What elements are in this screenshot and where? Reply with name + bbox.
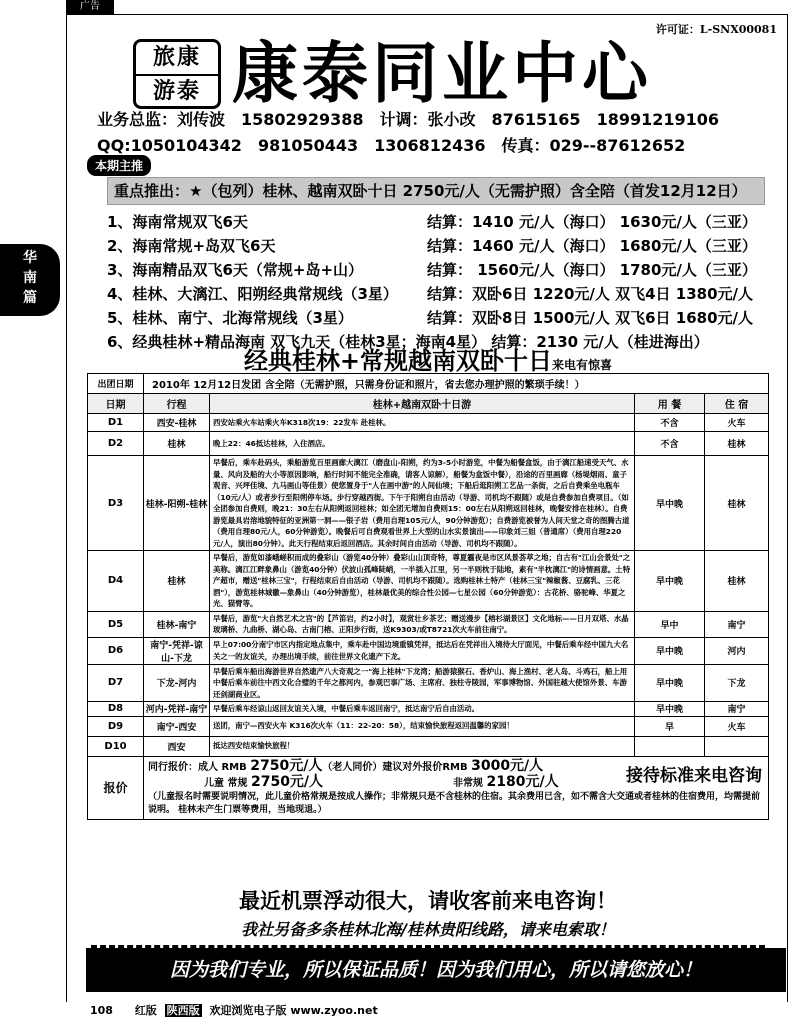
page-title: 康泰同业中心 [232, 34, 652, 112]
qq-number: QQ:1050104342 [97, 136, 242, 155]
stay-cell: 南宁 [705, 702, 769, 717]
qq-number: 981050443 [257, 136, 359, 155]
route-name: 3、海南精品双飞6天（常规+岛+山） [107, 261, 364, 279]
route-item [107, 235, 777, 259]
route-item [107, 307, 777, 331]
route-name: 5、桂林、南宁、北海常规线（3星） [107, 309, 353, 327]
route-name: 2、海南常规+岛双飞6天 [107, 237, 276, 255]
day-cell: D4 [88, 551, 144, 612]
planner: 计调：张小改 [379, 110, 476, 129]
detail-cell: 早餐后，乘车赴码头，乘船游览百里画廊大漓江（磨盘山-阳朔，约为3-5小时游览，中餐为船餐盒饭，由于漓江船速受天气、水量、风向及船的大小等原因影响，船行时间不能完全准确，请客人谅解），船餐为盒饭中餐），沿途的百里画廊（杨堤烟雨、童子观音、兴坪佳境、九马画山等佳景）使您置身于"人在画中游"的人间仙境；下船后逛阳朔工艺品一条街，之后自费乘坐电瓶车（10元/人）或者步行至阳朔停车场。步行穿越西街。下午于阳朔自由活动（导游、司机均不跟随）或是自费参加自费项目。（如全团参加自费则，晚21：30左右从阳朔返回桂林；如全团无增加自费则15：00左右从阳朔返回桂林，晚餐安排在桂林）。自费游览最具岩溶地貌特征的亚洲第一洞——银子岩（费用自理105元/人，90分钟游览）；自费游览被誉为人间天堂之奇的图腾古道（费用自理80元/人，60分钟游览）。晚餐后可自费观看世界上大型的山水实景演出——印象刘三姐（普通席）（费用自理220元/人，演出80分钟）。此天行程结束后返回酒店。其余时间自由活动（导游、司机均不跟随）。 [210, 456, 635, 551]
route-item [107, 283, 777, 307]
stay-cell: 桂林 [705, 551, 769, 612]
stay-cell: 桂林 [705, 456, 769, 551]
route-cell: 河内-凭祥-南宁 [144, 702, 210, 717]
stay-cell: 河内 [705, 637, 769, 664]
nonstd-price-label: 非常规 [453, 777, 484, 789]
fax-number: 传真：029--87612652 [501, 136, 686, 155]
stay-cell: 桂林 [705, 432, 769, 456]
route-price: 结算：1410 元/人（海口） 1630元/人（三亚） [427, 213, 757, 231]
day-cell: D8 [88, 702, 144, 717]
meal-cell: 早中晚 [635, 664, 705, 702]
route-cell: 桂林 [144, 551, 210, 612]
route-price: 结算：1460 元/人（海口） 1680元/人（三亚） [427, 237, 757, 255]
route-cell: 西安 [144, 736, 210, 756]
table-row [88, 432, 769, 456]
table-row [88, 414, 769, 432]
route-list [107, 211, 777, 355]
company-logo [133, 39, 221, 109]
price-body [144, 756, 769, 819]
contact-row [97, 107, 735, 130]
route-price: 结算：双卧8日 1500元/人 双飞6日 1680元/人 [427, 309, 753, 327]
route-name: 4、桂林、大漓江、阳朔经典常规线（3星） [107, 285, 398, 303]
stay-cell: 下龙 [705, 664, 769, 702]
ad-page [66, 14, 788, 1002]
slogan-banner: 因为我们专业，所以保证品质！因为我们用心，所以请您放心！ [86, 948, 786, 992]
stay-cell [705, 736, 769, 756]
detail-cell: 抵达西安结束愉快旅程！ [210, 736, 635, 756]
table-row [88, 702, 769, 717]
detail-cell: 早餐后，游览如漆峨嵯积而成的叠彩山（游览40分钟）叠彩山山顶奇特，尊夏霾夜是市区风景荟萃之地；自古有"江山会景处"之美称。漓江江畔象鼻山（游览40分钟）伏波山孤峰陡峭，一半插入江里，另一半则枕于陆地，素有"半枕漓江"的诗情画意。土特产超市，赠送"桂林三宝"，行程结束后自由活动（导游、司机均不跟随）。选购桂林土特产（桂林三宝"辣椒酱、豆腐乳、三花酒"），游览桂林城徽—象鼻山（40分钟游览），桂林最优美的综合性公园—七星公园（60分钟游览）：古花桥、骆驼峰、华夏之光、猫臂等。 [210, 551, 635, 612]
meal-cell: 早 [635, 716, 705, 736]
featured-promo: 重点推出：★（包列）桂林、越南双卧十日 2750元/人（无需护照）含全陪（首发12月12日） [107, 177, 765, 205]
meal-cell: 早中晚 [635, 551, 705, 612]
consult-notice: 接待标准来电咨询 [626, 765, 762, 786]
itinerary-table [87, 373, 769, 820]
stay-cell: 火车 [705, 414, 769, 432]
edition-label: 红版 [134, 1004, 157, 1017]
region-tab-char: 华 [23, 250, 37, 266]
price-row [88, 756, 769, 819]
departure-label: 出团日期 [88, 374, 144, 394]
meal-cell: 早中 [635, 611, 705, 637]
departure-row [88, 374, 769, 394]
route-price: 结算： 1560元/人（海口） 1780元/人（三亚） [427, 261, 757, 279]
day-cell: D6 [88, 637, 144, 664]
contact-row [97, 133, 701, 156]
departure-info: 2010年 12月12日发团 含全陪（无需护照，只需身份证和照片，省去您办理护照的繁琐手续！） [144, 374, 769, 394]
detail-cell: 晚上22：46抵达桂林，入住酒店。 [210, 432, 635, 456]
stay-cell: 南宁 [705, 611, 769, 637]
route-price: 结算：双卧6日 1220元/人 双飞4日 1380元/人 [427, 285, 753, 303]
detail-cell: 早上07:00分南宁市区内指定地点集中，乘车赴中国边境重镇凭祥，抵达后在凭祥出入境待大厅面见，中餐后乘车经中国九大名关之一的友谊关，办理出境手续，前往世界文化遗产下龙。 [210, 637, 635, 664]
meal-cell: 早中晚 [635, 637, 705, 664]
day-cell: D2 [88, 432, 144, 456]
featured-badge: 本期主推 [87, 155, 151, 176]
suggest-price: 3000元/人 [471, 757, 544, 774]
tour-headline-text: 经典桂林+常规越南双卧十日 [243, 347, 553, 375]
day-cell: D7 [88, 664, 144, 702]
price-note: （儿童报名时需要说明情况，此儿童价格常规是按成人操作；非常规只是不含桂林的住宿。其余费用已含，如不需含大交通或者桂林的住宿费用，均需提前说明。 桂林未产生门票等费用，当地现退。） [148, 791, 761, 815]
child-price-label: 儿童 常规 [204, 777, 248, 789]
day-cell: D5 [88, 611, 144, 637]
other-routes-notice: 我社另备多条桂林北海/桂林贵阳线路，请来电索取！ [241, 920, 615, 939]
meal-cell [635, 736, 705, 756]
header-day: 日期 [88, 394, 144, 414]
detail-cell: 早餐后乘车经谅山返回友谊关入境，中餐后乘车返回南宁，抵达南宁后自由活动。 [210, 702, 635, 717]
header-route: 行程 [144, 394, 210, 414]
route-cell: 桂林-南宁 [144, 611, 210, 637]
meal-cell: 不含 [635, 414, 705, 432]
route-cell: 下龙-河内 [144, 664, 210, 702]
header-tour: 桂林+越南双卧十日游 [210, 394, 635, 414]
meal-cell: 不含 [635, 432, 705, 456]
phone: 87615165 [491, 110, 581, 129]
day-cell: D9 [88, 716, 144, 736]
page-number: 108 [90, 1004, 113, 1017]
table-row [88, 637, 769, 664]
day-cell: D1 [88, 414, 144, 432]
day-cell: D10 [88, 736, 144, 756]
detail-cell: 早餐后乘车船出海游世界自然遗产八大奇观之一"海上桂林"下龙湾；船游猿猴石、香炉山、海上渔村、老人岛、斗鸡石，船上用中餐后乘车前往中西文化合璧的千年之都河内，参观巴事广场、主席府、独柱寺陵园，军事博物馆、外国驻越大使馆外景、车游还剑湖商业区。 [210, 664, 635, 702]
logo-text-top: 旅康 [136, 42, 218, 76]
table-row [88, 664, 769, 702]
table-row [88, 716, 769, 736]
meal-cell: 早中晚 [635, 702, 705, 717]
child-price: 2750元/人 [250, 773, 324, 790]
route-name: 6、经典桂林+精品海南 双飞九天（桂林3星；海南4星） 结算：2130 元/人（桂进海出） [107, 333, 709, 351]
route-cell: 西安-桂林 [144, 414, 210, 432]
route-item [107, 259, 777, 283]
table-row [88, 611, 769, 637]
meal-cell: 早中晚 [635, 456, 705, 551]
tour-headline-note: 来电有惊喜 [552, 358, 613, 372]
logo-text-bottom: 游泰 [152, 79, 201, 104]
phone: 15802929388 [241, 110, 364, 129]
table-row [88, 736, 769, 756]
detail-cell: 送团，南宁—西安火车 K316次火车（11：22-20：58），结束愉快旅程返回温馨的家园！ [210, 716, 635, 736]
adult-price: 2750元/人 [250, 757, 323, 774]
permit-number: 许可证：L-SNX00081 [655, 23, 777, 36]
tour-headline [67, 341, 789, 376]
region-tab-char: 南 [23, 270, 37, 286]
page-footer [90, 1002, 378, 1018]
website-link[interactable]: 欢迎浏览电子版 www.zyoo.net [209, 1004, 378, 1017]
qq-number: 1306812436 [374, 136, 486, 155]
price-label: 报价 [88, 756, 144, 819]
table-row [88, 456, 769, 551]
adult-price-label: 同行报价：成人 RMB [148, 761, 247, 773]
route-name: 1、海南常规双飞6天 [107, 213, 248, 231]
stay-cell: 火车 [705, 716, 769, 736]
route-cell: 南宁-凭祥-谅山-下龙 [144, 637, 210, 664]
route-item [107, 211, 777, 235]
sales-director: 业务总监：刘传波 [97, 110, 226, 129]
suggest-price-label: （老人同价）建议对外报价RMB [322, 761, 468, 773]
detail-cell: 西安站乘火车站乘火车K318次19：22发车 赴桂林。 [210, 414, 635, 432]
route-cell: 桂林-阳朔-桂林 [144, 456, 210, 551]
table-header [88, 394, 769, 414]
detail-cell: 早餐后，游览"大自然艺术之宫"的【芦笛岩，约2小时】，观赏壮乡茶艺；赠送漫步【榕杉湖景区】文化地标——日月双塔、水晶玻璃桥、九曲桥、湖心岛、古南门榕、正阳步行街，送K9303/或T8721次火车前往南宁。 [210, 611, 635, 637]
route-cell: 桂林 [144, 432, 210, 456]
header-meal: 用 餐 [635, 394, 705, 414]
table-row [88, 551, 769, 612]
nonstd-price: 2180元/人 [486, 773, 559, 790]
region-tab [0, 244, 60, 316]
header-stay: 住 宿 [705, 394, 769, 414]
phone: 18991219106 [596, 110, 720, 129]
ad-tag: 广告 [66, 0, 114, 14]
day-cell: D3 [88, 456, 144, 551]
flight-notice: 最近机票浮动很大，请收客前来电咨询！ [239, 888, 617, 913]
region-label: 陕西版 [166, 1004, 200, 1017]
region-tab-char: 篇 [23, 290, 37, 306]
route-cell: 南宁-西安 [144, 716, 210, 736]
